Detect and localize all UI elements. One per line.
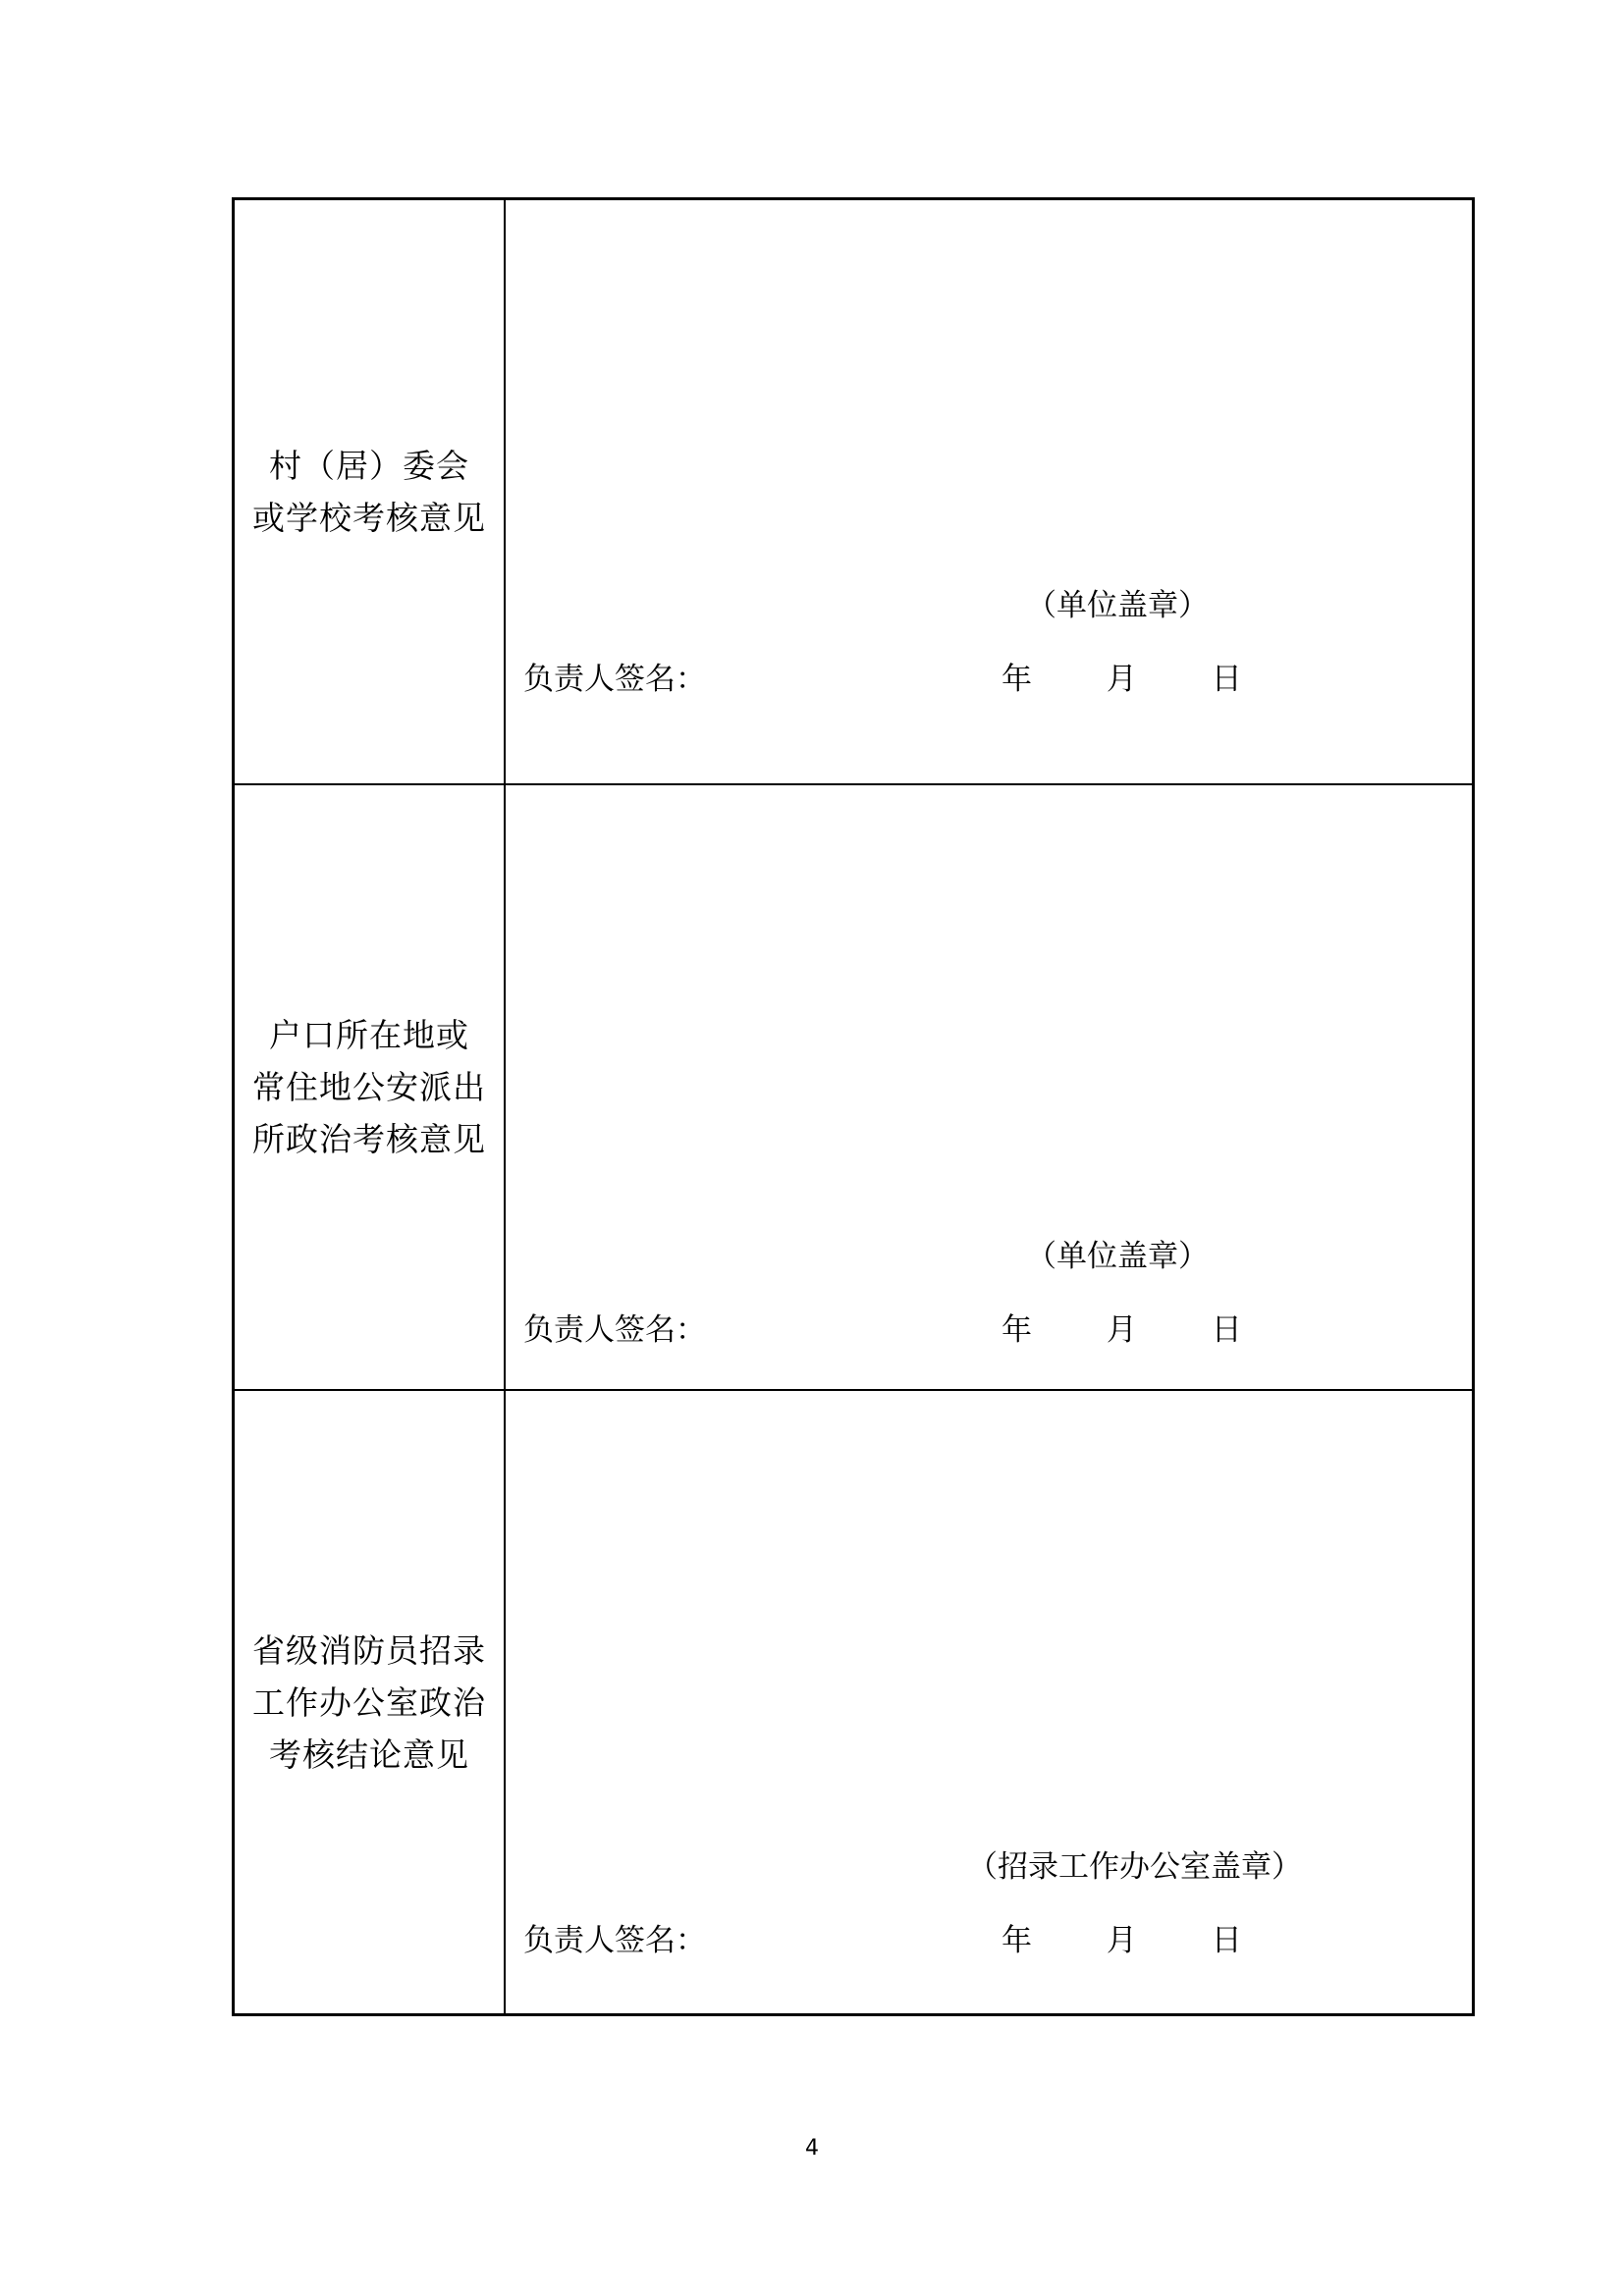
- stamp-label: （招录工作办公室盖章）: [967, 1849, 1302, 1885]
- date-day: 日: [1211, 662, 1242, 697]
- signature-label: 负责人签名：: [523, 1923, 706, 1958]
- page-number: 4: [805, 2136, 819, 2161]
- signature-label: 负责人签名：: [523, 1312, 706, 1348]
- date-year: 年: [1001, 662, 1032, 697]
- date-day: 日: [1211, 1312, 1242, 1348]
- political-review-form-table: [232, 197, 1475, 2016]
- section-opinion-area[interactable]: [506, 785, 1472, 1391]
- section-label: 村（居）委会 或学校考核意见: [252, 447, 486, 537]
- date-month: 月: [1106, 1312, 1137, 1348]
- date-line: [1001, 1310, 1242, 1350]
- stamp-label: （单位盖章）: [1026, 1239, 1209, 1274]
- section-label-cell: [235, 1391, 506, 2013]
- date-year: 年: [1001, 1923, 1032, 1958]
- date-year: 年: [1001, 1312, 1032, 1348]
- signature-label: 负责人签名：: [523, 662, 706, 697]
- section-opinion-area[interactable]: [506, 1391, 1472, 2013]
- stamp-label: （单位盖章）: [1026, 588, 1209, 623]
- date-month: 月: [1106, 662, 1137, 697]
- section-label-cell: [235, 200, 506, 785]
- date-line: [1001, 660, 1242, 699]
- section-label: 省级消防员招录 工作办公室政治 考核结论意见: [252, 1630, 486, 1774]
- section-label-cell: [235, 785, 506, 1391]
- date-month: 月: [1106, 1923, 1137, 1958]
- section-opinion-area[interactable]: [506, 200, 1472, 785]
- section-label: 户口所在地或 常住地公安派出 所政治考核意见: [252, 1016, 486, 1158]
- date-line: [1001, 1921, 1242, 1960]
- date-day: 日: [1211, 1923, 1242, 1958]
